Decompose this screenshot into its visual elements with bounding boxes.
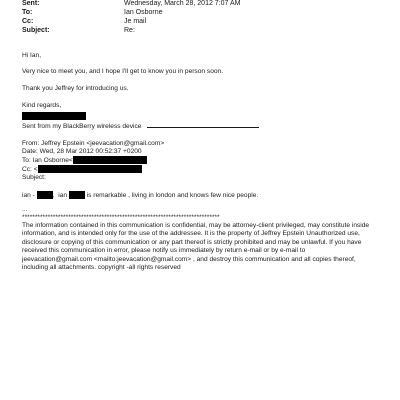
- disclaimer-text: The information contained in this communication is confidential, may be attorney-client privileged, may constitute inside information, and is intended only for the use of the addressee. It is the property of Jeffrey Epstein Unauthorized use, disclosure or copying of this communication or any part thereof is strictly prohibited and may be unlawful. If you have received this communication in error, please notify us immediately by return e-mail or by e-mail to jeevacation@gmail.com <mailto:jeevacation@gmail.com> , and destroy this communication and all copies thereof, including all attachments. copyright -all rights reserved: [22, 222, 370, 272]
- signature-device-text: Sent from my BlackBerry wireless device: [22, 123, 142, 130]
- header-subject-label: Subject:: [22, 27, 50, 34]
- signature-redaction: [22, 112, 86, 120]
- signature-underline: [147, 121, 259, 128]
- header-cc-label: Cc:: [22, 18, 34, 25]
- quoted-cc-redaction: [38, 165, 142, 173]
- quoted-to-prefix: To: Ian Osborne<: [22, 156, 73, 164]
- quoted-ellipsis: ...: [22, 206, 28, 213]
- intro-redaction-1: [37, 191, 53, 199]
- intro-comma: ,: [52, 191, 55, 199]
- header-sent-label: Sent:: [22, 0, 40, 7]
- disclaimer-stars: *****************************************************************************: [22, 214, 220, 221]
- header-to-label: To:: [22, 9, 33, 16]
- header-sent-value: Wednesday, March 28, 2012 7:07 AM: [124, 0, 241, 7]
- header-cc-value: Je mail: [124, 18, 147, 25]
- quoted-subject: Subject:: [22, 174, 46, 181]
- signature-device-line: [22, 121, 259, 131]
- intro-ian-1: ian -: [22, 191, 35, 199]
- quoted-date: Date: Wed, 28 Mar 2012 00:52:37 +0200: [22, 148, 142, 155]
- body-line-2: Thank you Jeffrey for introducing us.: [22, 85, 129, 92]
- intro-ian-2: ian: [58, 191, 67, 199]
- greeting: Hi Ian,: [22, 52, 42, 59]
- quoted-to-redaction: [73, 156, 147, 164]
- intro-rest: is remarkable , living in london and knows few nice people.: [86, 191, 259, 199]
- quoted-cc: [22, 165, 142, 174]
- quoted-intro-line: [22, 191, 258, 200]
- header-subject-value: Re:: [124, 27, 135, 34]
- quoted-cc-prefix: Cc: <: [22, 165, 38, 173]
- body-line-1: Very nice to meet you, and I hope I'll get to know you in person soon.: [22, 68, 224, 75]
- quoted-from: From: Jeffrey Epstein <jeevacation@gmail.com>: [22, 140, 165, 147]
- header-to-value: Ian Osborne: [124, 9, 163, 16]
- quoted-to: [22, 156, 147, 165]
- closing: Kind regards,: [22, 102, 62, 109]
- intro-redaction-2: [69, 191, 85, 199]
